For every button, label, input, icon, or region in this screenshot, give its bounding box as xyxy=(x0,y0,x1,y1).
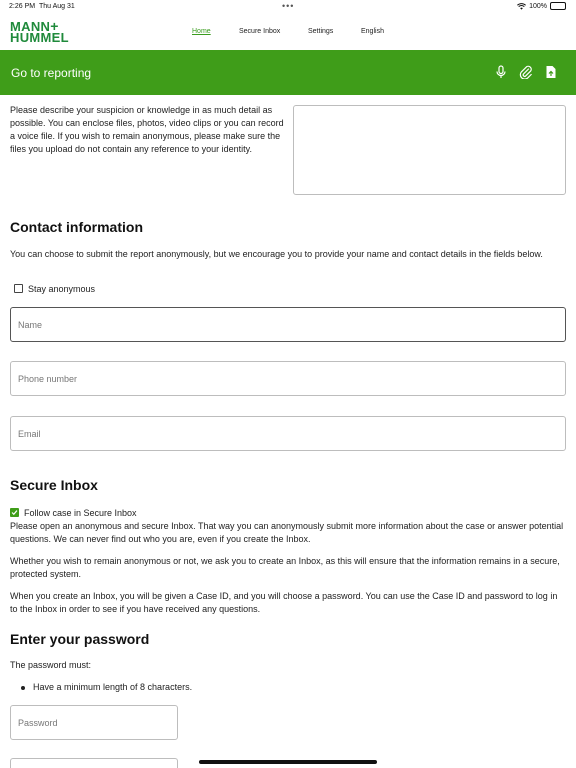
stay-anonymous-label[interactable]: Stay anonymous xyxy=(28,284,96,294)
phone-input[interactable] xyxy=(10,361,566,396)
status-bar xyxy=(0,0,576,14)
logo-plus: + xyxy=(50,18,59,34)
email-input[interactable] xyxy=(10,416,566,451)
password-input[interactable] xyxy=(10,705,178,740)
status-date: Thu Aug 31 xyxy=(38,3,75,10)
logo-line2: HUMMEL xyxy=(10,30,69,45)
secure-inbox-heading: Secure Inbox xyxy=(10,477,98,493)
bullet-dot xyxy=(21,686,25,690)
checkmark-icon xyxy=(11,509,18,516)
file-upload-icon[interactable] xyxy=(544,65,558,79)
secure-inbox-para1: Please open an anonymous and secure Inbox. That way you can anonymously submit more information about the case or answer potential questions. We can never find out who you are, even if you create the Inbox. xyxy=(10,521,564,544)
nav-settings[interactable]: Settings xyxy=(308,28,334,35)
mann-hummel-logo[interactable] xyxy=(10,18,69,45)
battery-icon xyxy=(550,2,566,10)
description-textarea[interactable] xyxy=(293,105,566,195)
password-heading: Enter your password xyxy=(10,631,150,647)
confirm-password-input[interactable] xyxy=(10,758,178,768)
nav-home[interactable]: Home xyxy=(192,28,211,35)
nav-language[interactable]: English xyxy=(361,28,384,35)
secure-inbox-para2: Whether you wish to remain anonymous or not, we ask you to create an Inbox, as this will ensure that the information remains in a secure, protected system. xyxy=(10,556,560,579)
password-must-label: The password must: xyxy=(10,660,92,670)
stay-anonymous-checkbox[interactable] xyxy=(14,284,23,293)
description-text: Please describe your suspicion or knowledge in as much detail as possible. You can enclose files, photos, video clips or you can record a voice file. If you wish to remain anonymous, please make sure the files you upload do not contain any reference to your identity. xyxy=(10,105,284,154)
battery-percent: 100% xyxy=(529,2,547,10)
home-indicator[interactable] xyxy=(199,760,377,764)
paperclip-icon[interactable] xyxy=(519,65,533,79)
contact-intro-text: You can choose to submit the report anonymously, but we encourage you to provide your name and contact details in the fields below. xyxy=(10,249,543,259)
secure-inbox-para3: When you create an Inbox, you will be given a Case ID, and you will choose a password. You can use the Case ID and password to log in to the Inbox in order to see if you have received any questions. xyxy=(10,591,558,614)
name-input[interactable] xyxy=(10,307,566,342)
contact-info-heading: Contact information xyxy=(10,219,143,235)
logo-line1: MANN xyxy=(10,19,51,34)
status-time-value: 2:26 PM xyxy=(9,3,36,10)
microphone-icon[interactable] xyxy=(494,65,508,79)
report-bar[interactable] xyxy=(0,50,576,95)
password-rule-min-length: Have a minimum length of 8 characters. xyxy=(33,682,193,692)
follow-case-checkbox[interactable] xyxy=(10,508,19,517)
follow-case-label[interactable]: Follow case in Secure Inbox xyxy=(24,508,137,518)
status-time xyxy=(9,3,75,10)
app-header xyxy=(0,14,576,50)
status-right xyxy=(517,2,566,10)
wifi-icon xyxy=(517,3,526,10)
nav-secure-inbox[interactable]: Secure Inbox xyxy=(239,28,281,35)
go-to-reporting-title[interactable]: Go to reporting xyxy=(11,66,92,80)
multitasking-dots-icon[interactable]: ••• xyxy=(282,1,295,11)
